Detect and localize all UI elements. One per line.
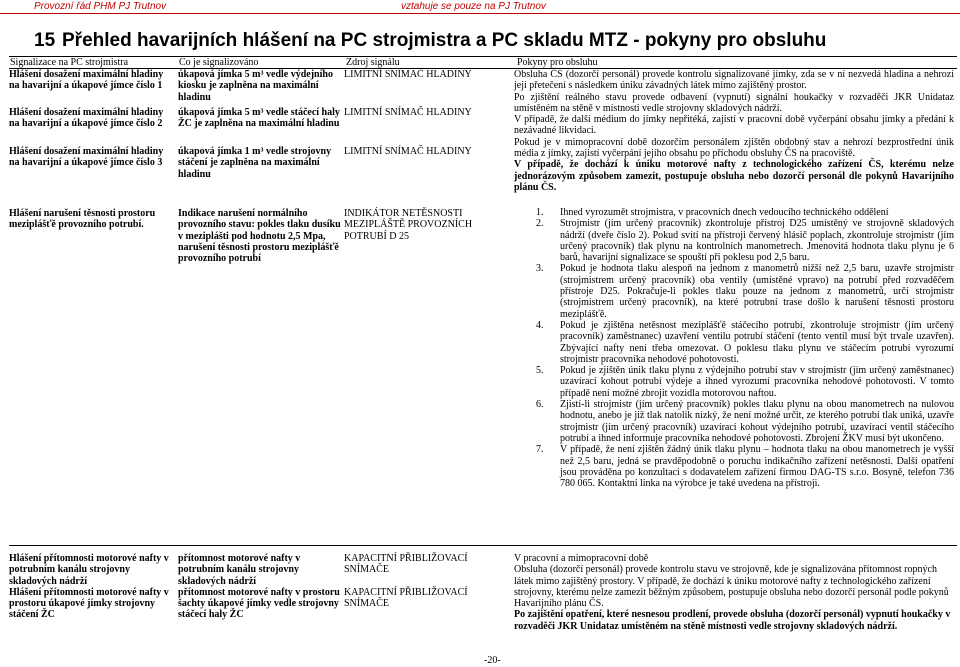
step-number: 6. [536, 399, 544, 411]
step-text: Pokud je hodnota tlaku alespoň na jednom z manometrů nižší než 2,5 baru, uzavře strojmistr (strojmistrem určený pracovník) oba ventily (umístěné vpravo) na potrubí před rozvaděčem přístroje D25. Pokračuje-li pokles tlaku pouze na jednom z manometrů, určí strojmistr (strojmistrem určený pracovník), na které potrubní trase došlo k narušení těsnosti prostoru meziplášťě. [560, 263, 954, 320]
row-fuel-what-2: přítomnost motorové nafty v prostoru šachty úkapové jímky vedle strojovny stáčecí haly ŽC [178, 586, 340, 621]
instruction-paragraph-emphasis: V případě, že dochází k úniku motorové nafty z technologického zařízení ČS, kterému nelze jednorázovým způsobem zamezit, postupuje obsluha nebo dozorčí personál dle pokynů Havarijního plánu ČS. [514, 159, 954, 193]
page-number: -20- [484, 655, 501, 666]
list-item [514, 218, 954, 263]
row-fuel-signal [9, 553, 169, 621]
column-header-signal: Signalizace na PC strojmistra [9, 57, 178, 69]
row-leak-what: Indikace narušení normálního provozního stavu: pokles tlaku dusíku v meziplášti pod hodnotu 2,5 Mpa, narušení těsnosti prostoru meziplášťě provozního potrubí [178, 208, 341, 265]
row3-source: LIMITNÍ SNÍMAČ HLADINY [344, 146, 472, 157]
step-text: Zjistí-li strojmistr (jím určený pracovník) pokles tlaku plynu na obou manometrech na nulovou hodnotu, anebo je již tlak natolik nízký, že není možné určit, ze kterého potrubí tlak uniká, uzavře strojmistr (jím určený pracovník) uzavírací kohout výdejního potrubí, uzavírací ventil stáčecího potrubí a ihned informuje pracovníka nehodové pohotovosti. Zbrojení ŽKV musí být ukončeno. [560, 399, 954, 444]
step-number: 5. [536, 365, 544, 377]
row-fuel-what [178, 553, 342, 621]
list-item [514, 207, 954, 218]
row-fuel-source [344, 553, 510, 609]
column-header-row [9, 56, 957, 69]
step-number: 2. [536, 218, 544, 230]
row1-what [178, 69, 342, 103]
row2-what: úkapová jímka 5 m³ vedle stáčecí haly ŽC je zaplněna na maximální hladinu [178, 107, 340, 130]
page-header [0, 0, 960, 14]
header-document-title: Provozní řád PHM PJ Trutnov [34, 1, 167, 12]
row1-signal: Hlášení dosažení maximální hladiny na havarijní a úkapové jímce číslo 1 [9, 69, 164, 92]
section-number: 15 [34, 30, 56, 51]
row2-source: LIMITNÍ SNÍMAČ HLADINY [344, 107, 472, 118]
step-number: 7. [536, 444, 544, 456]
step-number: 3. [536, 263, 544, 275]
row-fuel-signal-2: Hlášení přítomnosti motorové nafty v prostoru úkapové jímky strojovny stáčení ŽC [9, 586, 169, 621]
leak-procedure-steps [514, 207, 954, 489]
row-fuel-instructions [514, 553, 954, 632]
column-header-source: Zdroj signálu [345, 57, 516, 69]
step-text: Pokud je zjištěn únik tlaku plynu z výdejního potrubí stav v strojmistr (jím určený zaměstnanec) uzavírací kohout potrubí výdeje a ihned vyrozumí pracovníka nehodové pohotovosti. V tomto případě není možné zbrojit vozidla motorovou naftou. [560, 365, 954, 399]
instruction-paragraph: Pokud je v mimopracovní době dozorčím personálem zjištěn obdobný stav a nehrozí bezprostřední únik média z jímky, zajistí vyčerpání jejího obsahu po příchodu obsluhy ČS na pracoviště. [514, 136, 954, 160]
instruction-paragraph: V případě, že další médium do jímky nepřitéká, zajistí v pracovní době vyčerpání obsahu jímky a předání k nezávadné likvidaci. [514, 114, 954, 137]
row2-signal: Hlášení dosažení maximální hladiny na havarijní a úkapové jímce číslo 2 [9, 107, 164, 130]
row-fuel-source-2: KAPACITNÍ PŘIBLIŽOVACÍ SNÍMAČE [344, 586, 468, 609]
list-item [514, 444, 954, 489]
instructions-tank-overflow [514, 69, 954, 193]
instruction-paragraph: Obsluha (dozorčí personál) provede kontrolu stavu ve strojovně, kde je signalizována přítomnost ropných látek mimo zajištěný prostory. V případě, že dochází k úniku motorové nafty z technologického zařízení strojovny, kterému nelze zamezit běžným způsobem, postupuje obsluha nebo dozorčí personál podle pokynů Havarijního plánu ČS. [514, 564, 949, 610]
list-item [514, 399, 954, 444]
row-fuel-signal-1: Hlášení přítomnosti motorové nafty v potrubním kanálu strojovny skladových nádrží [9, 553, 169, 587]
column-header-instructions: Pokyny pro obsluhu [516, 57, 957, 69]
list-item [514, 263, 954, 319]
step-text: Pokud je zjištěna netěsnost meziplášťě stáčecího potrubí, zkontroluje strojmistr (jím určený pracovník) zaměstnanec) uzavření ventilu potrubí stáčení (tento ventil musí být trvale uzavřen). Zbývající nafty není třeba omezovat. O poklesu tlaku plynu ve stáčecím potrubí vyrozumí strojmistr pracovníka nehodové pohotovosti. [560, 319, 954, 365]
row1-source [344, 69, 510, 80]
row3-what: úkapová jímka 1 m³ vedle strojovny stáčení je zaplněna na maximální hladinu [178, 146, 332, 180]
list-item [514, 365, 954, 399]
instruction-paragraph-emphasis: Po zajištění opatření, které nesnesou prodlení, provede obsluha (dozorčí personál) vypnutí houkačky v rozvaděči JKR Unidataz umístěném na stěně místnosti vedle strojovny skladových nádrží. [514, 609, 951, 632]
step-text: Strojmistr (jím určený pracovník) zkontroluje přístroj D25 umístěný ve strojovně skladových nádrží (dveře číslo 2). Pokud svítí na přístroji červený hlásič poplach, zkontroluje strojmistr (jím určený pracovník) tlak plynu na kontrolních manometrech. Jmenovitá hodnota tlaku plynu je 6 barů, havarijní signalizace se spouští při poklesu pod 2,5 baru. [560, 218, 954, 264]
row-fuel-what-1: přítomnost motorové nafty v potrubním kanálu strojovny skladových nádrží [178, 553, 301, 587]
row-leak-source: INDIKÁTOR NETĚSNOSTI MEZIPLÁŠTĚ PROVOZNÍCH POTRUBÍ D 25 [344, 208, 473, 242]
header-scope-note: vztahuje se pouze na PJ Trutnov [401, 1, 546, 12]
instruction-paragraph: Obsluha ČS (dozorčí personál) provede kontrolu signalizované jímky, zda se v ní nezvedá hladina a nehrozí její přetečení s následkem úniku závadných látek mimo zajištěný prostor. [514, 69, 954, 92]
row-fuel-source-1: KAPACITNÍ PŘIBLIŽOVACÍ SNÍMAČE [344, 553, 468, 576]
row1-what-text: úkapová jímka 5 m³ vedle výdejního kiosku je zaplněna na maximální hladinu [178, 69, 333, 103]
row-divider [9, 545, 957, 546]
column-header-what: Co je signalizováno [178, 57, 345, 69]
row3-signal: Hlášení dosažení maximální hladiny na havarijní a úkapové jímce číslo 3 [9, 146, 164, 169]
row1-source-text: LIMITNÍ SNÍMAČ HLADINY [344, 69, 472, 80]
instruction-paragraph: Po zjištění reálného stavu provede odbavení (vypnutí) signální houkačky v rozvaděči JKR Unidataz umístěném na stěně v místnosti vedle strojovny skladových nádrží. [514, 91, 954, 114]
row-leak-signal: Hlášení narušení těsnosti prostoru meziplášťě provozního potrubí. [9, 208, 156, 231]
header-rule [0, 13, 960, 14]
section-title: Přehled havarijních hlášení na PC strojmistra a PC skladu MTZ - pokyny pro obsluhu [62, 30, 827, 51]
list-item [514, 320, 954, 365]
step-number: 4. [536, 319, 544, 331]
step-number: 1. [536, 207, 544, 218]
step-text: Ihned vyrozumět strojmistra, v pracovních dnech vedoucího technického oddělení [560, 207, 889, 218]
step-text: V případě, že není zjištěn žádný únik tlaku plynu – hodnota tlaku na obou manometrech je vyšší než 2,5 baru, jedná se pravděpodobně o poruchu indikačního zařízení netěsnosti. Další opatření jsou prováděna po konzultaci s dodavatelem zařízení firmou DAG-TS s.r.o. Bosyně, telefon 736 780 065. Kontaktní linka na výrobce je také uvedena na přístroji. [560, 444, 954, 490]
instruction-paragraph: V pracovní a mimopracovní době [514, 553, 649, 564]
section-heading [34, 30, 826, 52]
